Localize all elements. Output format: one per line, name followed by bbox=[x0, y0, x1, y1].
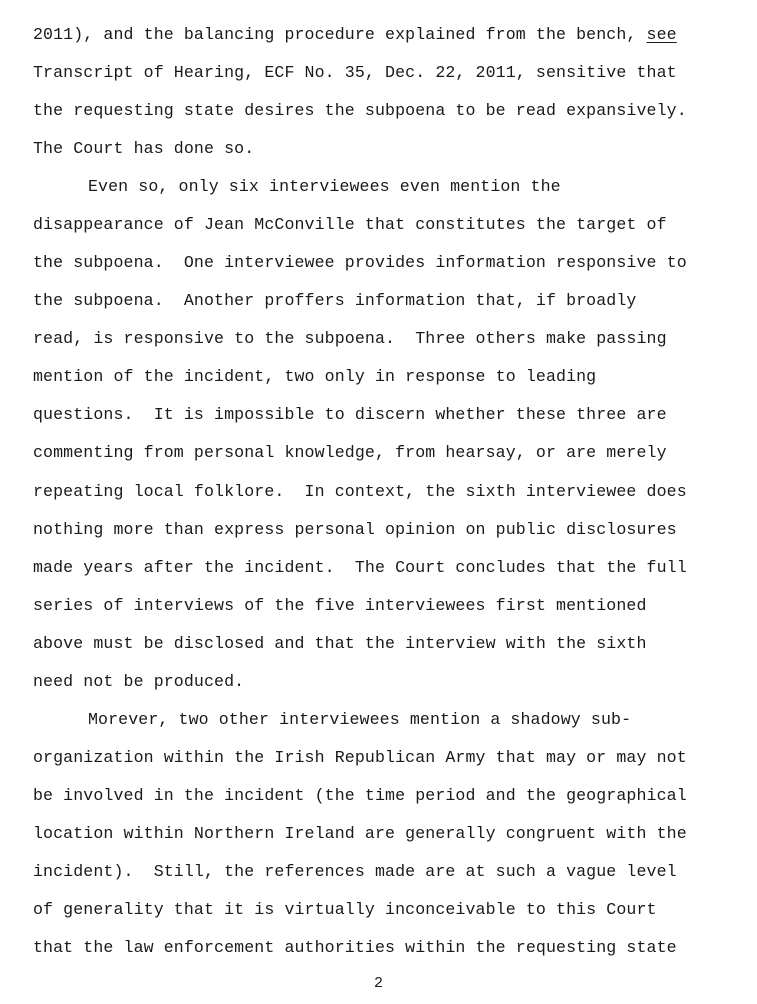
text-line: commenting from personal knowledge, from hearsay, or are merely bbox=[33, 443, 667, 462]
text-line: location within Northern Ireland are generally congruent with the bbox=[33, 824, 687, 843]
text-line: Transcript of Hearing, ECF No. 35, Dec. 22, 2011, sensitive that bbox=[33, 63, 677, 82]
text-line: repeating local folklore. In context, the sixth interviewee does bbox=[33, 482, 687, 501]
text-line: need not be produced. bbox=[33, 672, 245, 691]
paragraph-first-line: Morever, two other interviewees mention a shadowy sub- bbox=[88, 710, 632, 729]
text-line bbox=[33, 25, 677, 45]
text-line: the requesting state desires the subpoena to be read expansively. bbox=[33, 101, 687, 120]
text-line: disappearance of Jean McConville that constitutes the target of bbox=[33, 215, 667, 234]
text-line: the subpoena. Another proffers information that, if broadly bbox=[33, 291, 637, 310]
text-line: series of interviews of the five interviewees first mentioned bbox=[33, 596, 647, 615]
text-line: read, is responsive to the subpoena. Three others make passing bbox=[33, 329, 667, 348]
text-line: questions. It is impossible to discern whether these three are bbox=[33, 405, 667, 424]
text-segment: 2011), and the balancing procedure explained from the bench, bbox=[33, 25, 647, 44]
text-line: be involved in the incident (the time period and the geographical bbox=[33, 786, 687, 805]
text-line: organization within the Irish Republican Army that may or may not bbox=[33, 748, 687, 767]
text-line: that the law enforcement authorities within the requesting state bbox=[33, 938, 677, 957]
page-number: 2 bbox=[373, 975, 383, 992]
text-line: above must be disclosed and that the interview with the sixth bbox=[33, 634, 647, 653]
text-line: incident). Still, the references made are at such a vague level bbox=[33, 862, 677, 881]
paragraph-first-line: Even so, only six interviewees even mention the bbox=[88, 177, 561, 196]
text-line: The Court has done so. bbox=[33, 139, 255, 158]
text-line: the subpoena. One interviewee provides information responsive to bbox=[33, 253, 687, 272]
text-line: nothing more than express personal opinion on public disclosures bbox=[33, 520, 677, 539]
text-line: of generality that it is virtually inconceivable to this Court bbox=[33, 900, 657, 919]
text-line: made years after the incident. The Court concludes that the full bbox=[33, 558, 687, 577]
text-line: mention of the incident, two only in response to leading bbox=[33, 367, 597, 386]
underlined-citation-signal: see bbox=[646, 25, 677, 44]
